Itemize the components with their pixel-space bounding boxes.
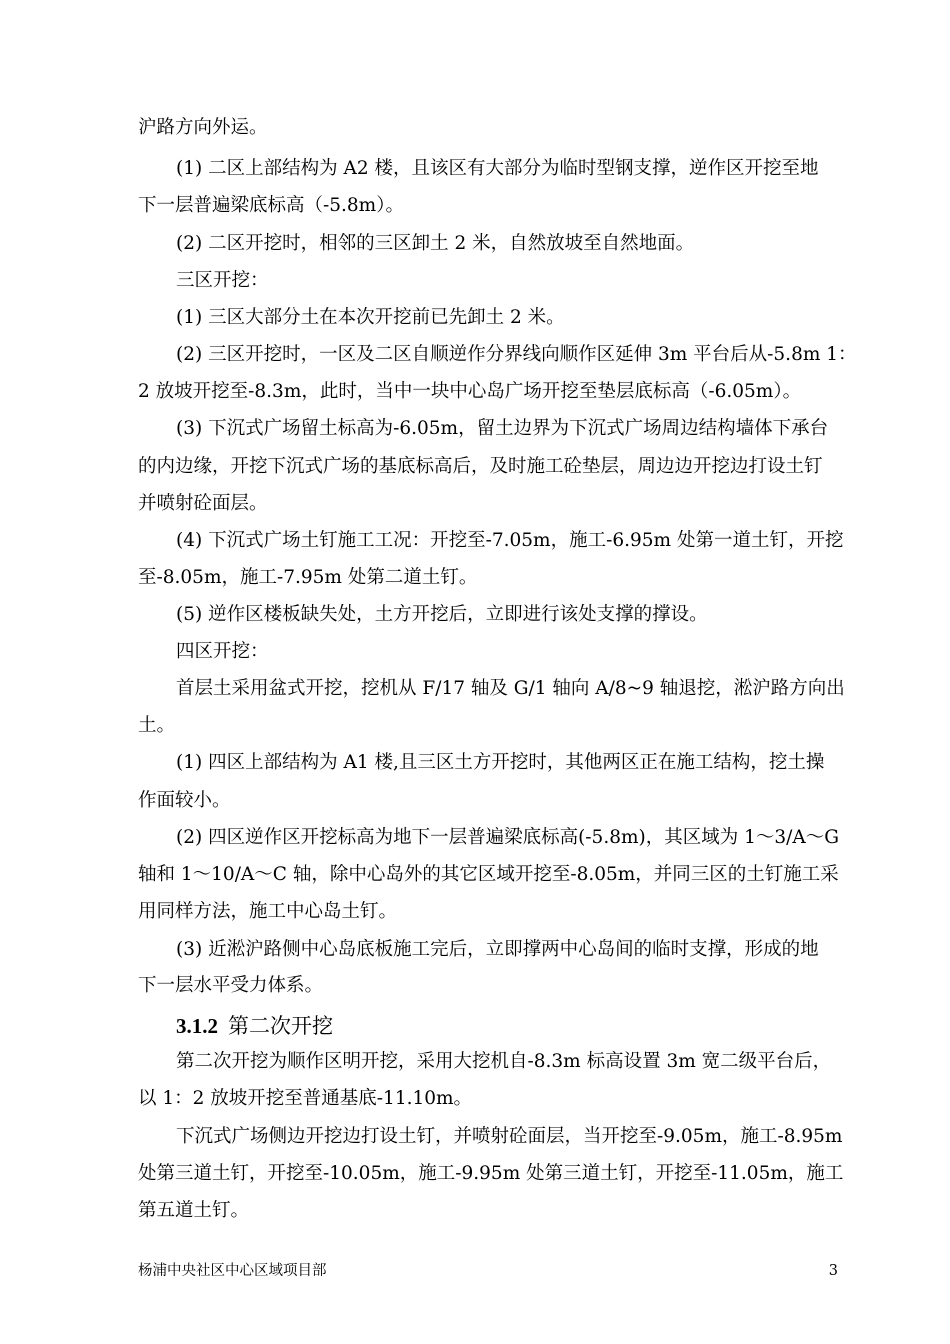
line-text: 的内边缘，开挖下沉式广场的基底标高后，及时施工砼垫层，周边边开挖边打设土钉: [138, 456, 823, 477]
line-text: (3) 近淞沪路侧中心岛底板施工完后，立即撑两中心岛间的临时支撑，形成的地: [176, 939, 819, 960]
line-text: 至-8.05m，施工-7.95m 处第二道土钉。: [138, 567, 478, 588]
line-text: 四区开挖：: [176, 641, 269, 662]
line-text: (1) 二区上部结构为 A2 楼，且该区有大部分为临时型钢支撑，逆作区开挖至地: [176, 158, 819, 179]
footer-organization: 杨浦中央社区中心区域项目部: [138, 1263, 327, 1279]
line-text: 首层土采用盆式开挖，挖机从 F/17 轴及 G/1 轴向 A/8~9 轴退挖，淞沪路方向出: [176, 678, 845, 699]
section-heading: [176, 1012, 333, 1040]
line-text: (2) 四区逆作区开挖标高为地下一层普遍梁底标高(-5.8m)，其区域为 1～3/A～G: [176, 827, 840, 848]
page-number: 3: [828, 1263, 838, 1279]
line-text: (1) 四区上部结构为 A1 楼,且三区土方开挖时，其他两区正在施工结构，挖土操: [176, 752, 825, 773]
line-text: 下一层普遍梁底标高（-5.8m）。: [138, 195, 404, 216]
line-text: 土。: [138, 715, 176, 736]
line-text: 并喷射砼面层。: [138, 493, 268, 514]
line-text: 沪路方向外运。: [138, 117, 268, 138]
line-text: 下一层水平受力体系。: [138, 975, 324, 996]
line-text: (2) 二区开挖时，相邻的三区卸土 2 米，自然放坡至自然地面。: [176, 233, 695, 254]
line-text: (2) 三区开挖时，一区及二区自顺逆作分界线向顺作区延伸 3m 平台后从-5.8m 1：: [176, 344, 857, 365]
line-text: (3) 下沉式广场留土标高为-6.05m，留土边界为下沉式广场周边结构墙体下承台: [176, 418, 829, 439]
line-text: 轴和 1～10/A～C 轴，除中心岛外的其它区域开挖至-8.05m，并同三区的土钉施工采: [138, 864, 839, 885]
line-text: 三区开挖：: [176, 270, 269, 291]
section-title: 第二次开挖: [228, 1014, 333, 1038]
line-text: 用同样方法，施工中心岛土钉。: [138, 901, 398, 922]
line-text: 以 1：2 放坡开挖至普通基底-11.10m。: [138, 1088, 473, 1109]
line-text: 作面较小。: [138, 790, 231, 811]
section-number: 3.1.2: [176, 1014, 218, 1038]
line-text: 下沉式广场侧边开挖边打设土钉，并喷射砼面层，当开挖至-9.05m，施工-8.95m: [176, 1126, 843, 1147]
line-text: (5) 逆作区楼板缺失处，土方开挖后，立即进行该处支撑的撑设。: [176, 604, 708, 625]
line-text: (4) 下沉式广场土钉施工工况：开挖至-7.05m，施工-6.95m 处第一道土钉，开挖: [176, 530, 844, 551]
line-text: 2 放坡开挖至-8.3m，此时，当中一块中心岛广场开挖至垫层底标高（-6.05m）。: [138, 381, 802, 402]
line-text: 处第三道土钉，开挖至-10.05m，施工-9.95m 处第三道土钉，开挖至-11.05m，施工: [138, 1163, 844, 1184]
line-text: 第五道土钉。: [138, 1200, 250, 1221]
line-text: (1) 三区大部分土在本次开挖前已先卸土 2 米。: [176, 307, 565, 328]
line-text: 第二次开挖为顺作区明开挖，采用大挖机自-8.3m 标高设置 3m 宽二级平台后，: [176, 1051, 832, 1072]
